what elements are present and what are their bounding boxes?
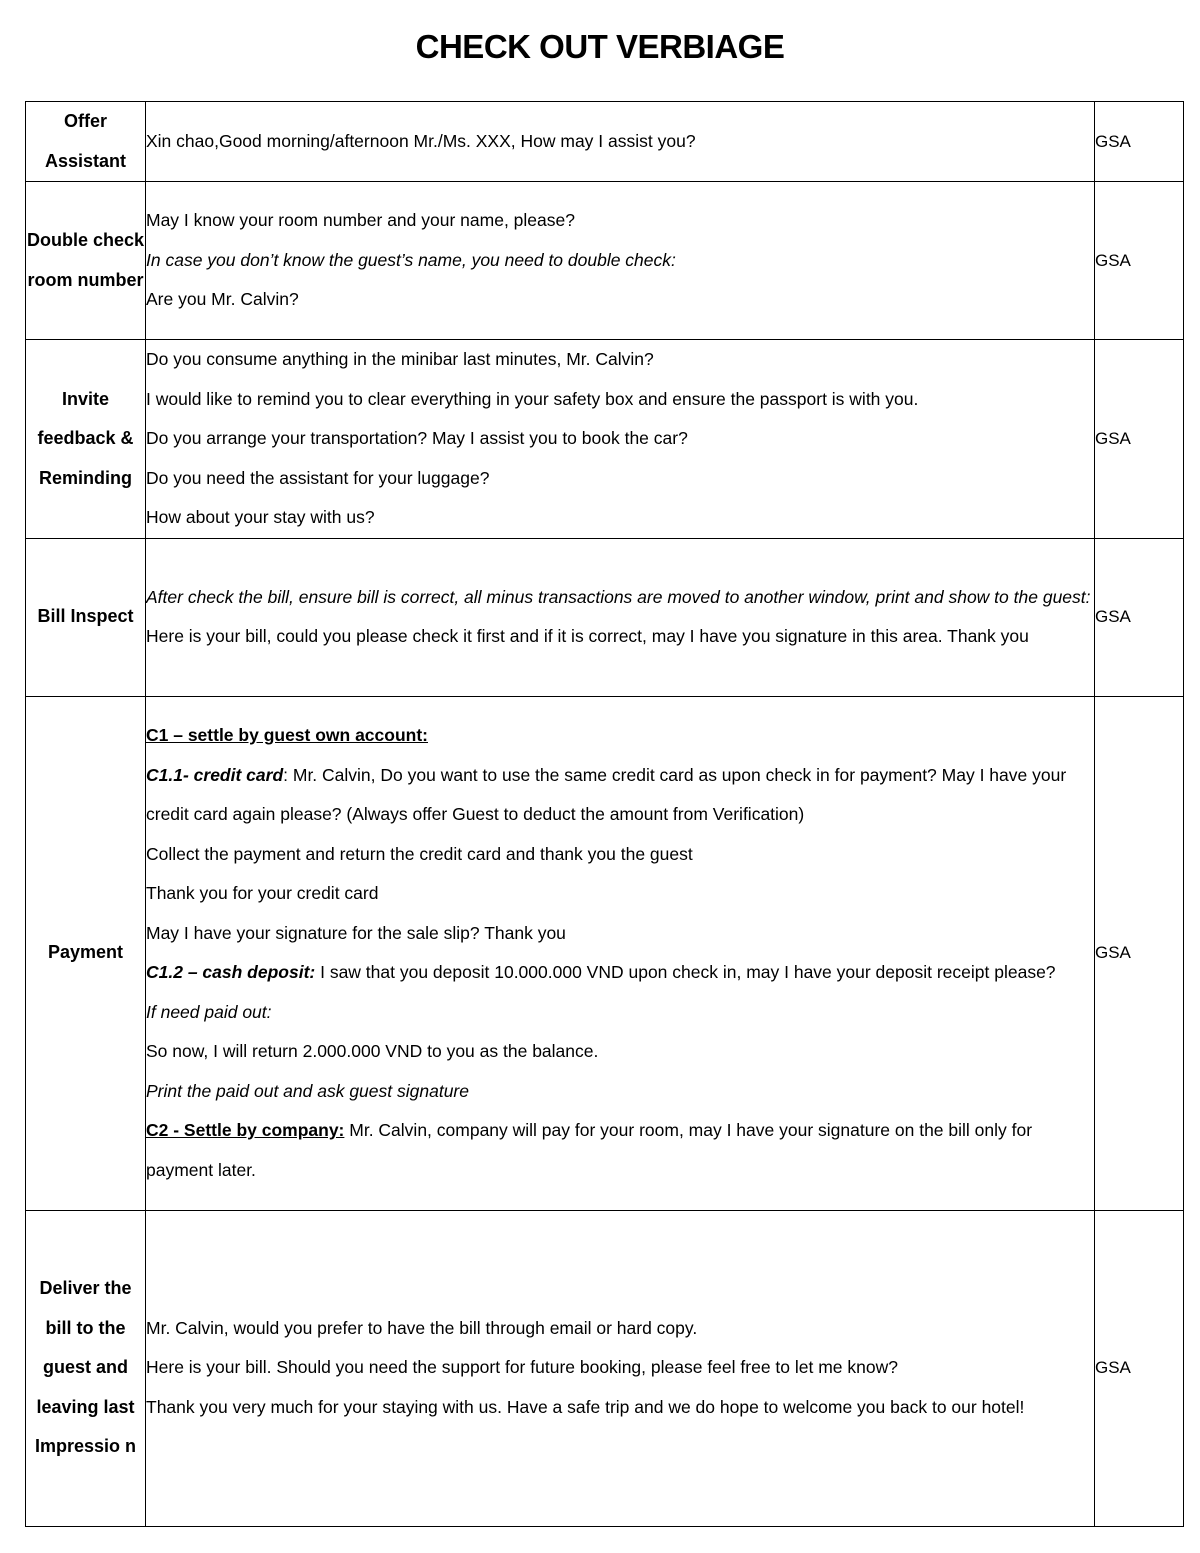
step-content [146,182,1095,340]
step-content [146,538,1095,696]
table-row-deliver-bill [26,1210,1184,1526]
c12-text: I saw that you deposit 10.000.000 VND upon check in, may I have your deposit receipt please? [315,962,1056,982]
script-line: Thank you very much for your staying with us. Have a safe trip and we do hope to welcome you back to our hotel! [146,1396,1025,1417]
c12-label: C1.2 – cash deposit: [146,962,316,982]
c1-heading: C1 – settle by guest own account: [146,725,428,745]
step-content [146,102,1095,182]
c11-block [146,756,1094,835]
c2-text: Mr. Calvin, company will pay for your room, may I have your signature on the bill only for payment later. [146,1120,1033,1180]
instruction-note: Print the paid out and ask guest signature [146,1080,469,1101]
step-label: Double check room number [26,182,146,340]
script-line: May I know your room number and your name, please? [146,210,575,231]
role-cell: GSA [1095,1210,1184,1526]
script-line: Xin chao,Good morning/afternoon Mr./Ms. XXX, How may I assist you? [146,130,696,151]
script-line: Thank you for your credit card [146,883,379,903]
instruction-note: After check the bill, ensure bill is correct, all minus transactions are moved to another window, print and show to the guest: [146,586,1091,607]
step-label: Offer Assistant [26,102,146,182]
role-cell: GSA [1095,538,1184,696]
step-content [146,696,1095,1210]
c11-label: C1.1- credit card [146,764,284,785]
script-line: May I have your signature for the sale slip? Thank you [146,922,566,943]
c12-block [146,953,1094,993]
script-line: How about your stay with us? [146,507,375,527]
c11-text: : Mr. Calvin, Do you want to use the same credit card as upon check in for payment? May I have your credit card again please? (Always offer Guest to deduct the amount from Verification) [146,764,1067,824]
step-label: Invite feedback & Reminding [26,340,146,539]
step-label: Deliver the bill to the guest and leaving last Impressio n [26,1210,146,1526]
step-label: Payment [26,696,146,1210]
step-content [146,1210,1095,1526]
role-cell: GSA [1095,182,1184,340]
script-line: Do you consume anything in the minibar last minutes, Mr. Calvin? [146,349,654,369]
script-line: Collect the payment and return the credit card and thank you the guest [146,843,693,864]
script-line: I would like to remind you to clear everything in your safety box and ensure the passport is with you. [146,388,919,409]
instruction-note: If need paid out: [146,1001,272,1022]
table-row-bill-inspect [26,538,1184,696]
instruction-note: In case you don’t know the guest’s name, you need to double check: [146,249,676,270]
script-line: Here is your bill. Should you need the support for future booking, please feel free to let me know? [146,1357,898,1378]
table-row-double-check [26,182,1184,340]
checkout-verbiage-table [25,101,1184,1527]
role-cell: GSA [1095,340,1184,539]
script-line: Mr. Calvin, would you prefer to have the bill through email or hard copy. [146,1317,698,1338]
table-row-offer-assistant [26,102,1184,182]
document-title: CHECK OUT VERBIAGE [415,28,785,65]
step-label: Bill Inspect [26,538,146,696]
role-cell: GSA [1095,102,1184,182]
step-content [146,340,1095,539]
script-line: Here is your bill, could you please check it first and if it is correct, may I have you signature in this area. Thank you [146,626,1029,646]
table-row-invite-feedback [26,340,1184,539]
c2-block [146,1111,1094,1190]
table-row-payment [26,696,1184,1210]
script-line: So now, I will return 2.000.000 VND to you as the balance. [146,1041,599,1061]
role-cell: GSA [1095,696,1184,1210]
script-line: Are you Mr. Calvin? [146,289,299,310]
script-line: Do you need the assistant for your luggage? [146,467,490,488]
c2-label: C2 - Settle by company: [146,1120,345,1140]
script-line: Do you arrange your transportation? May I assist you to book the car? [146,428,688,448]
